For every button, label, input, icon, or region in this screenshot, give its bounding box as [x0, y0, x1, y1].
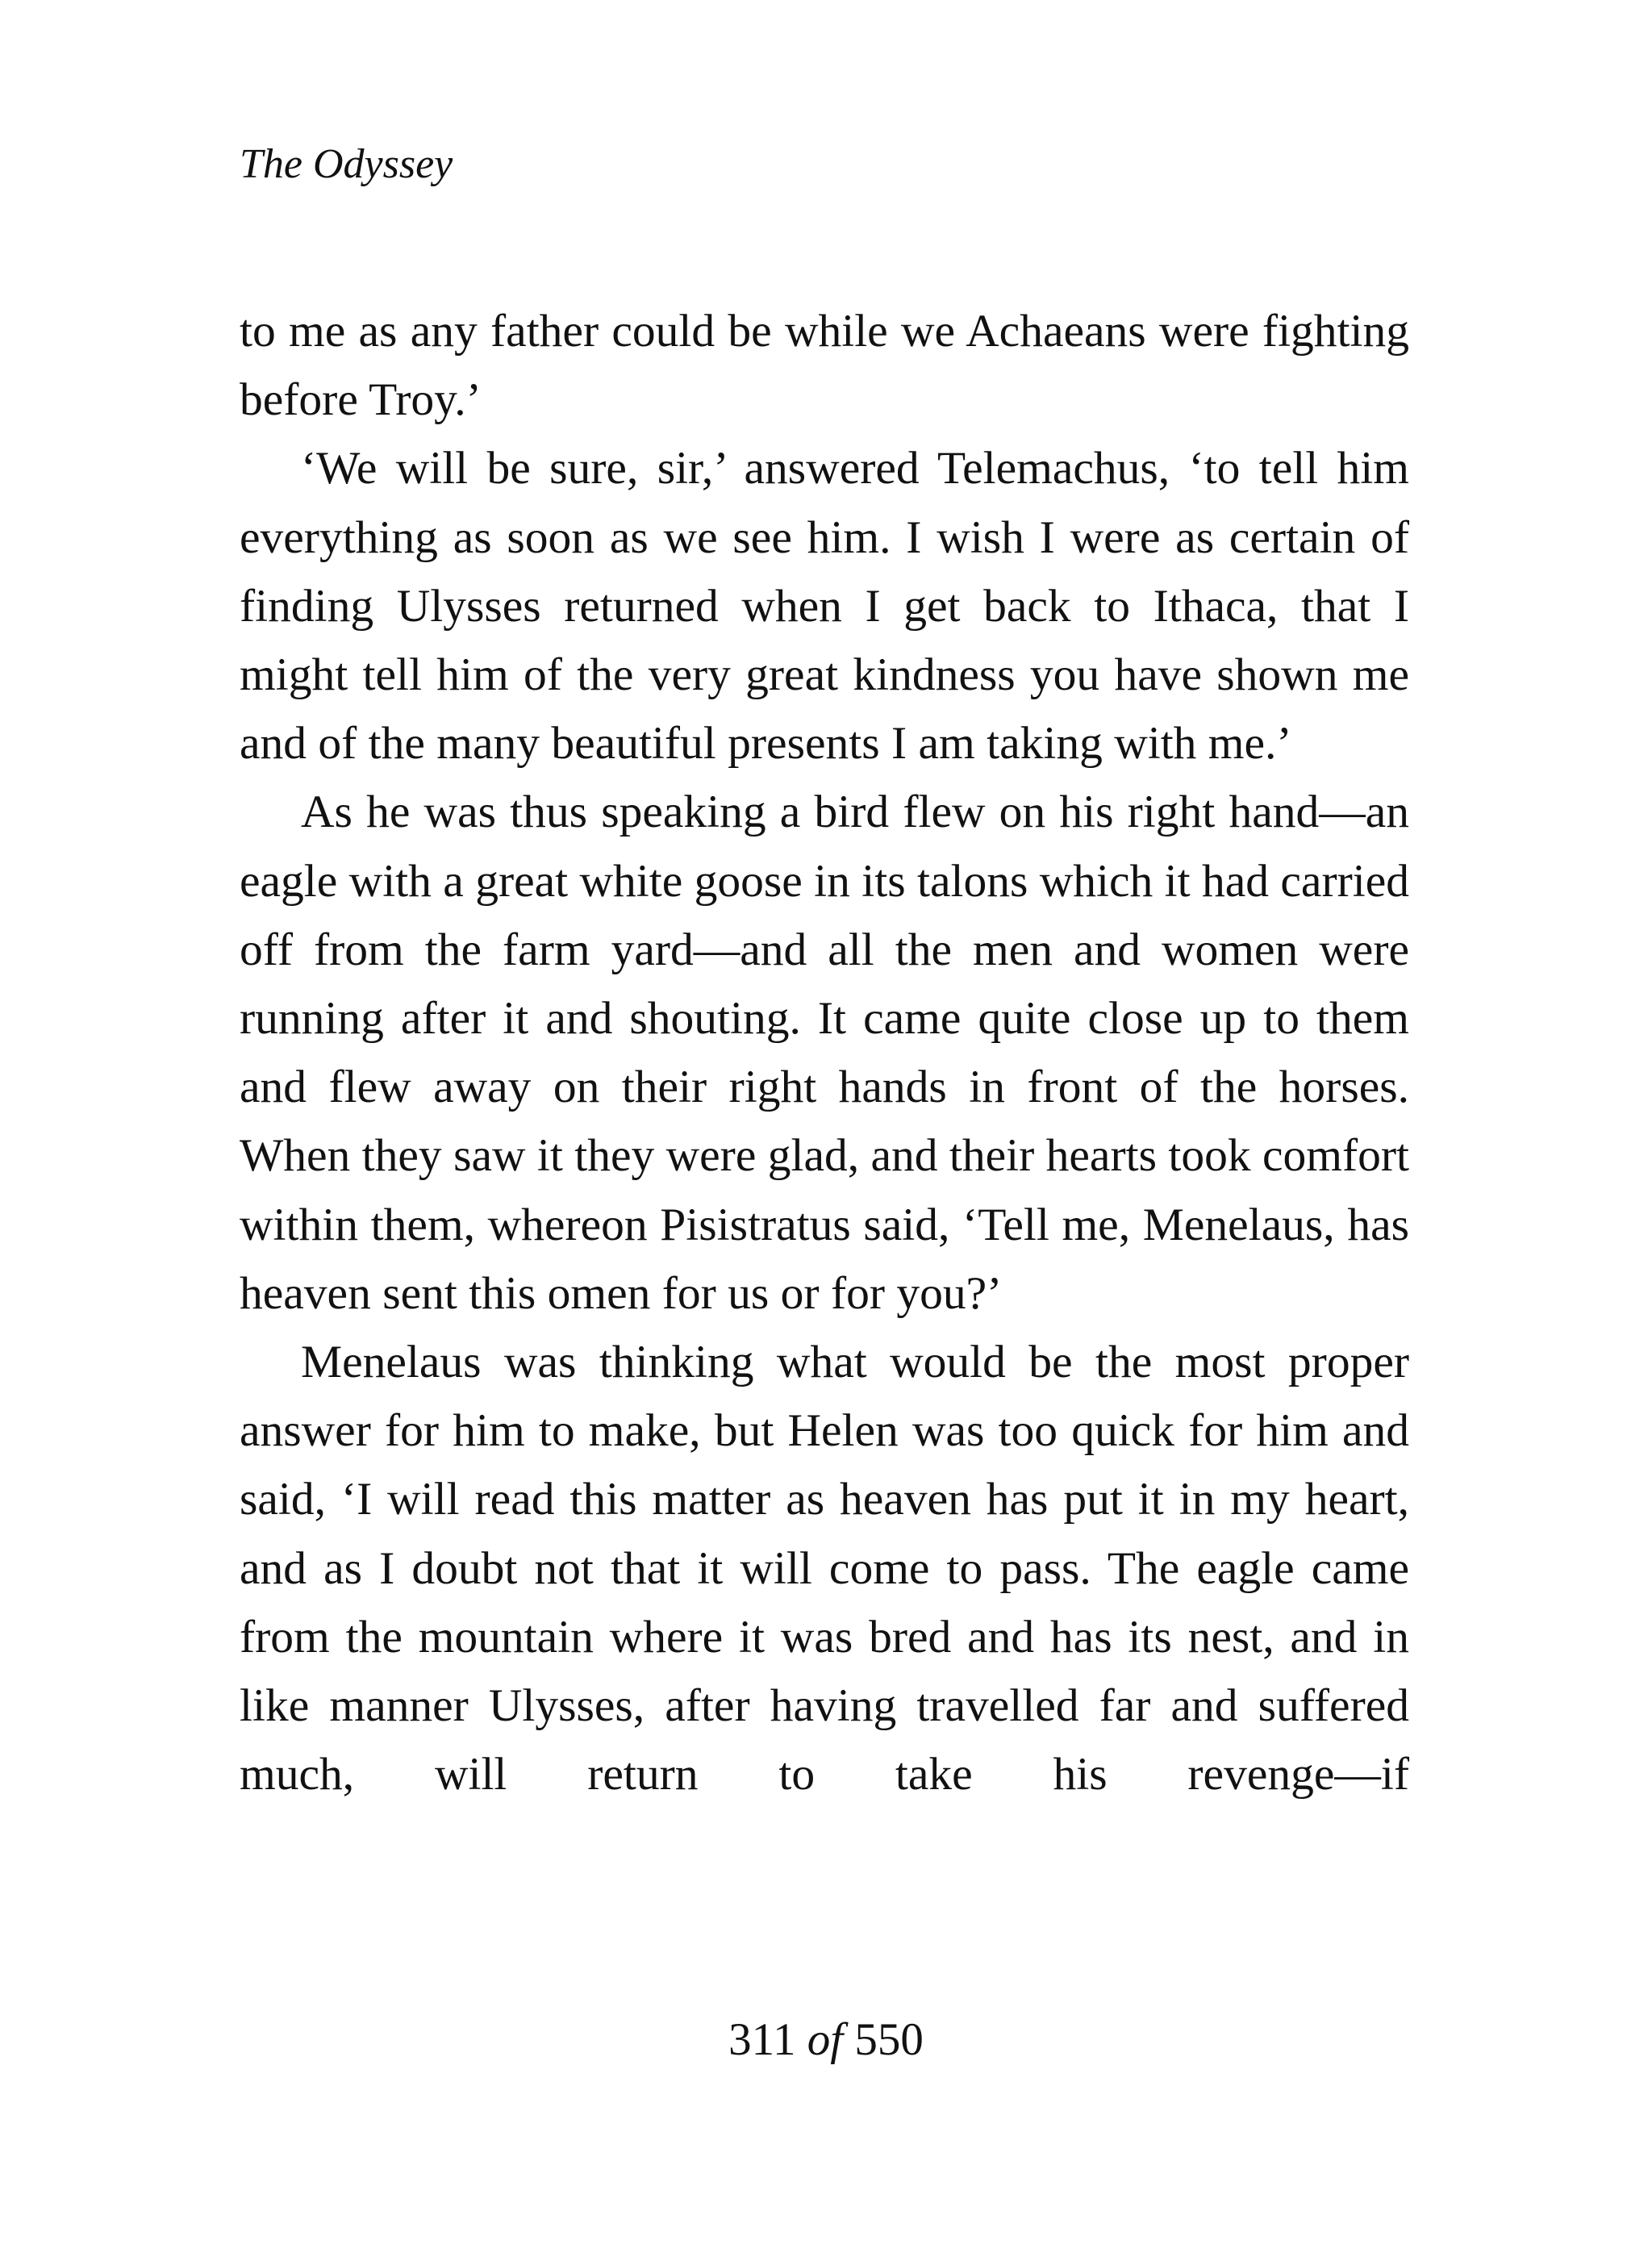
page-body — [240, 297, 1409, 1809]
paragraph: ‘We will be sure, sir,’ answered Telemachus, ‘to tell him everything as soon as we see him. I wish I were as certain of finding Ulysses returned when I get back to Ithaca, that I might tell him of the very great kindness you have shown me and of the many beautiful presents I am taking with me.’ — [240, 443, 1409, 770]
total-pages: 550 — [854, 2014, 924, 2065]
paragraph: As he was thus speaking a bird flew on his right hand—an eagle with a great white goose in its talons which it had carried off from the farm yard—and all the men and women were running after it and shouting. It came quite close up to them and flew away on their right hands in front of the horses. When they saw it they were glad, and their hearts took comfort within them, whereon Pisistratus said, ‘Tell me, Menelaus, has heaven sent this omen for us or for you?’ — [240, 786, 1409, 1319]
paragraph: Menelaus was thinking what would be the most proper answer for him to make, but Helen was too quick for him and said, ‘I will read this matter as heaven has put it in my heart, and as I doubt not that it will come to pass. The eagle came from the mountain where it was bred and has its nest, and in like manner Ulysses, after having travelled far and suffered much, will return to take his revenge—if — [240, 1337, 1409, 1800]
page-number — [0, 2014, 1652, 2065]
running-title: The Odyssey — [240, 141, 453, 187]
page-of-word: of — [807, 2014, 844, 2065]
current-page: 311 — [728, 2014, 796, 2065]
paragraph-continued: to me as any father could be while we Achaeans were fighting before Troy.’ — [240, 306, 1409, 426]
